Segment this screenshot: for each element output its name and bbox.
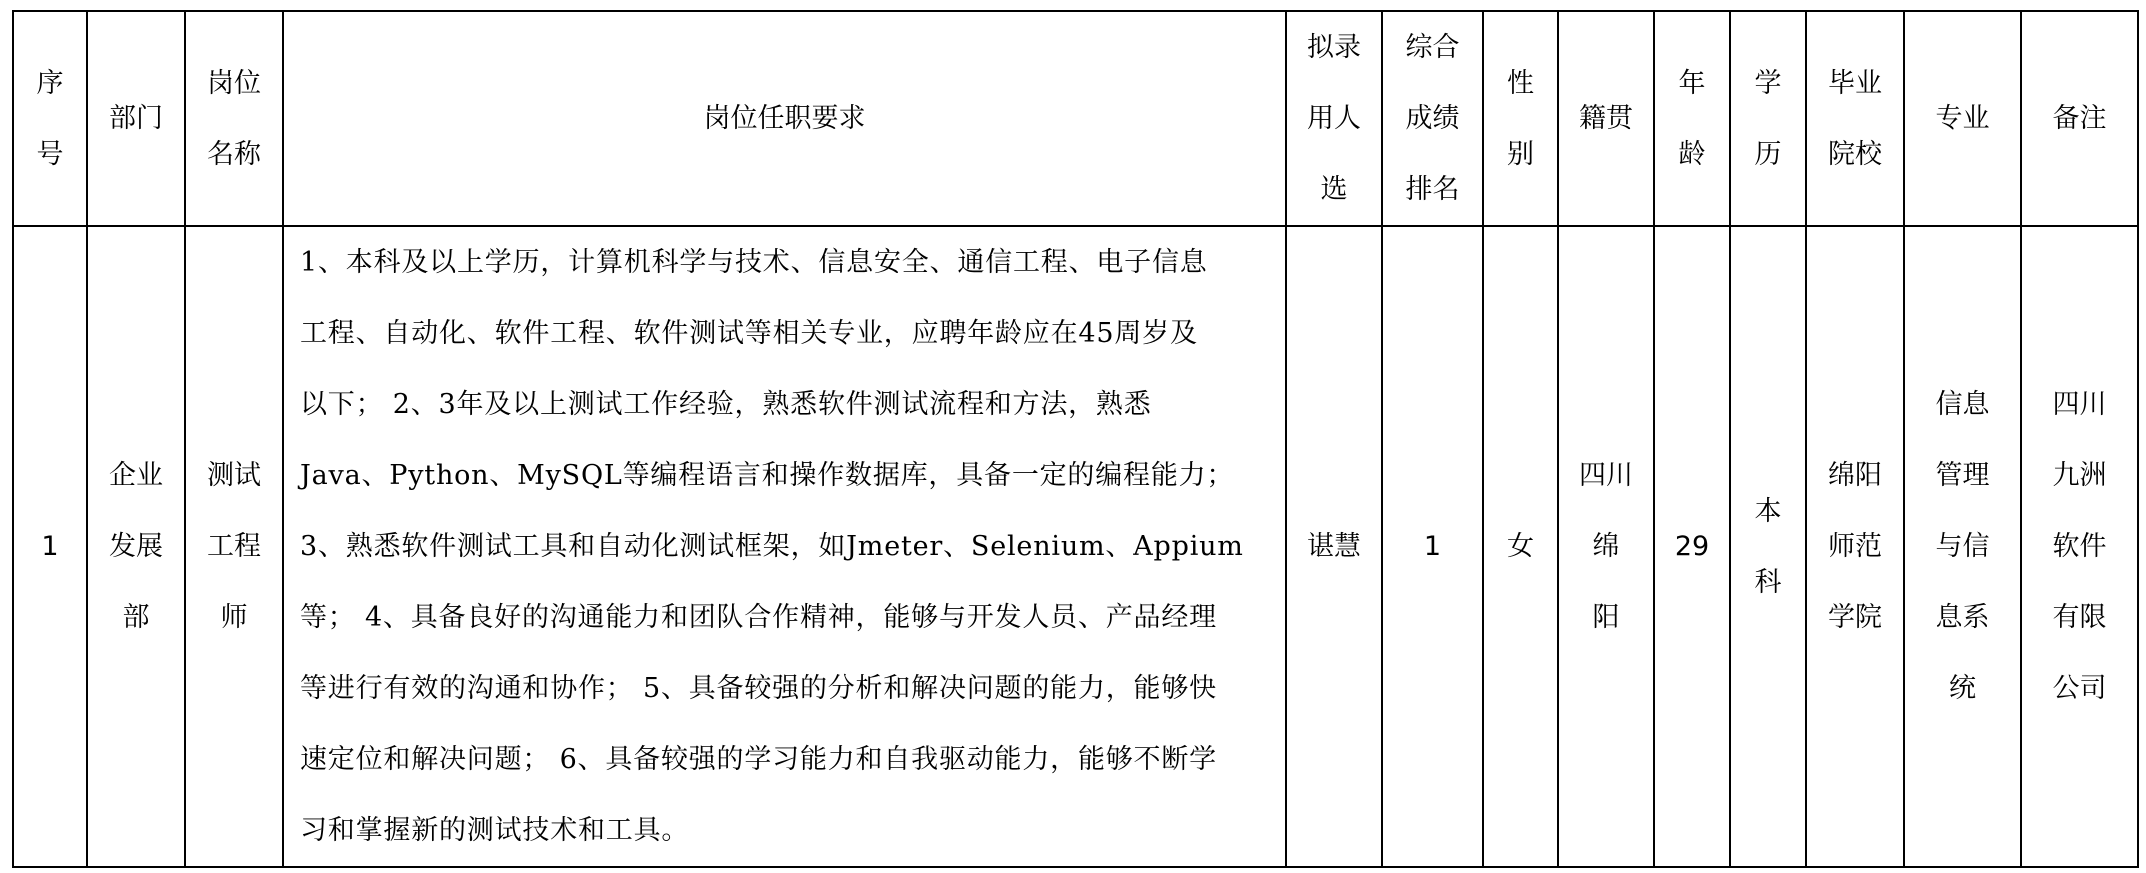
cell-rank: 1 xyxy=(1382,226,1483,867)
table-header-row xyxy=(13,11,2138,226)
header-gender: 性 别 xyxy=(1483,11,1558,226)
header-requirements: 岗位任职要求 xyxy=(283,11,1286,226)
cell-remark: 四川 九洲 软件 有限 公司 xyxy=(2021,226,2138,867)
header-major: 专业 xyxy=(1904,11,2021,226)
header-rank: 综合 成绩 排名 xyxy=(1382,11,1483,226)
header-school: 毕业 院校 xyxy=(1806,11,1904,226)
header-dept: 部门 xyxy=(87,11,185,226)
cell-education: 本 科 xyxy=(1730,226,1806,867)
recruitment-table xyxy=(12,10,2139,868)
cell-native-place: 四川 绵 阳 xyxy=(1558,226,1654,867)
header-seq: 序 号 xyxy=(13,11,87,226)
cell-school: 绵阳 师范 学院 xyxy=(1806,226,1904,867)
header-native-place: 籍贯 xyxy=(1558,11,1654,226)
cell-age: 29 xyxy=(1654,226,1730,867)
cell-position: 测试 工程 师 xyxy=(185,226,283,867)
header-age: 年 龄 xyxy=(1654,11,1730,226)
cell-seq: 1 xyxy=(13,226,87,867)
cell-dept: 企业 发展 部 xyxy=(87,226,185,867)
cell-requirements: 1、本科及以上学历，计算机科学与技术、信息安全、通信工程、电子信息 工程、自动化、软件工程、软件测试等相关专业，应聘年龄应在45周岁及 以下； 2、3年及以上测试工作经验，熟悉软件测试流程和方法，熟悉 Java、Python、MySQL等编程语言和操作数据库，具备一定的编程能力； 3、熟悉软件测试工具和自动化测试框架，如Jmeter、Selenium、Appium 等； 4、具备良好的沟通能力和团队合作精神，能够与开发人员、产品经理 等进行有效的沟通和协作； 5、具备较强的分析和解决问题的能力，能够快 速定位和解决问题； 6、具备较强的学习能力和自我驱动能力，能够不断学 习和掌握新的测试技术和工具。 xyxy=(283,226,1286,867)
cell-candidate: 谌慧 xyxy=(1286,226,1382,867)
header-candidate: 拟录 用人 选 xyxy=(1286,11,1382,226)
table-row xyxy=(13,226,2138,867)
recruitment-table-sheet xyxy=(12,10,2139,868)
header-remark: 备注 xyxy=(2021,11,2138,226)
cell-major: 信息 管理 与信 息系 统 xyxy=(1904,226,2021,867)
header-education: 学 历 xyxy=(1730,11,1806,226)
cell-gender: 女 xyxy=(1483,226,1558,867)
header-position: 岗位 名称 xyxy=(185,11,283,226)
